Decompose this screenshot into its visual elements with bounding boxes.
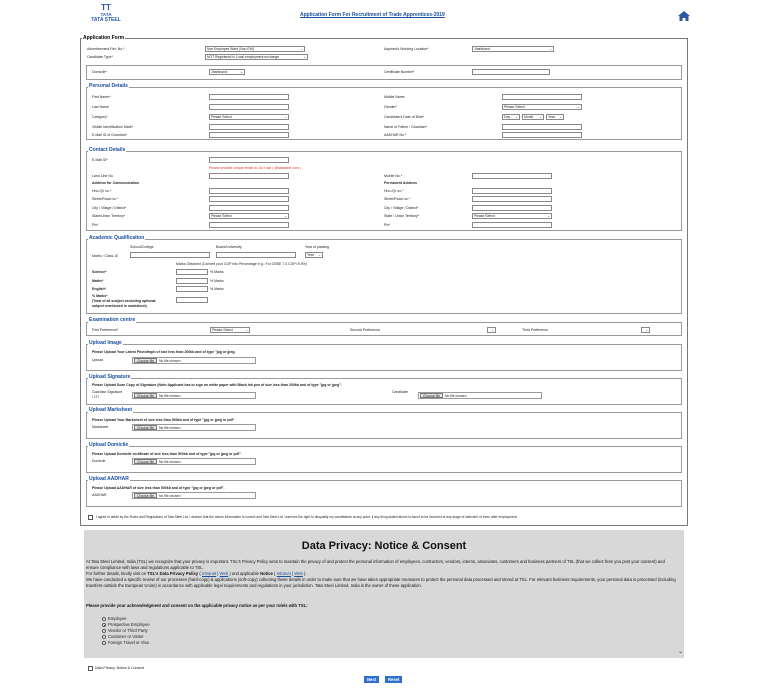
domicile-select[interactable]	[209, 69, 245, 75]
first-name-label: First Name*	[92, 95, 111, 99]
upload-signature-note: Please Upload Scan Copy of Signature.(Note:Applicant has to sign on white paper with Black Ink pen of size less than 200kb and of type "jpg or jpeg".	[92, 383, 342, 387]
domicile-value: Jharkhand	[211, 70, 227, 74]
candidate-type-select[interactable]	[205, 54, 308, 60]
total-input[interactable]	[176, 297, 208, 303]
pin-perm-input[interactable]	[472, 222, 552, 228]
upload-domicile-note: Please Upload Domicile certificate of size less than 500kb and of type "jpg or jpeg or pdf".	[92, 452, 242, 456]
street-perm-input[interactable]	[472, 196, 552, 202]
privacy-role-label: Customer or Visitor	[108, 634, 144, 639]
privacy-p2-text: For further details, kindly visit on	[86, 571, 148, 576]
city-perm-label: City / Village / District*	[384, 206, 419, 210]
privacy-p2-mid: ) and applicable	[228, 571, 261, 576]
dob-year-value: Year	[548, 115, 555, 119]
state-perm-value: Please Select	[474, 214, 495, 218]
choose-file-button[interactable]: Choose file	[134, 459, 157, 464]
total-label-1: % Marks*	[92, 294, 108, 298]
email-note: Please provide unique email id, Do't use ( @tatasteel.com )	[209, 166, 301, 170]
street-input[interactable]	[209, 196, 289, 202]
chevron-down-icon: ⌄	[300, 47, 303, 51]
house-label: Hno./Qr no.*	[92, 189, 112, 193]
privacy-role-radio[interactable]	[102, 622, 150, 627]
second-pref-select[interactable]	[487, 327, 496, 333]
privacy-policy-text: TSL's Data Privacy Policy	[147, 571, 199, 576]
dob-label: Candidate's Date of Birth*	[384, 115, 425, 119]
privacy-notice-panel	[84, 530, 684, 658]
candidate-type-value: NOT Registered in Local employment exchange	[207, 55, 280, 59]
chevron-down-icon: ⌄	[559, 115, 562, 119]
candidate-signature-label: Candidate	[392, 390, 408, 394]
adv-ref-value: Non Employee Ward (Non EW)	[207, 47, 254, 51]
english-pct: % Marks	[210, 287, 224, 291]
upload-marksheet-note: Please Upload Your Marksheet of size less than 500kb and of type "jpg or jpeg or pdf".	[92, 418, 236, 422]
guardian-email-label: E-Mail ID of Guardian*	[92, 133, 128, 137]
english-label: English*	[92, 287, 107, 291]
choose-file-button[interactable]: Choose file	[134, 393, 157, 398]
chevron-down-icon: ⌄	[645, 328, 648, 332]
street-label: Street/Road no.*	[92, 197, 118, 201]
agree-text: I agree to abide by the Rules and Regulations of Tata Steel Ltd. I declare that the above information is correct and Tata Steel Ltd. reserves the right to disqualify my candidature at any point, if any thing stated above is found to be incorrect at any stage of selection or even after employment.	[96, 515, 518, 519]
logo-text-tata: TATA	[100, 12, 112, 17]
page-title: Application Form For Recruitment of Trade Apprentices-2019	[300, 12, 445, 18]
exam-panel	[86, 322, 682, 336]
marksheet-label: Marksheet	[92, 425, 109, 429]
dob-month-select[interactable]	[522, 114, 544, 120]
state-label: State/Union Territory*	[92, 214, 126, 218]
middle-name-input[interactable]	[502, 94, 582, 100]
state-value: Please Select	[211, 214, 232, 218]
street-perm-label: Street/Road no.*	[384, 197, 410, 201]
school-header: School/College	[130, 245, 154, 249]
chevron-down-icon: ⌄	[577, 105, 580, 109]
total-label-2: (Total of all subject excluding optional	[92, 299, 156, 303]
privacy-paragraph-3: We have conducted a specific review of our processes (hard-copy) & applications (soft-copy) collecting these details in order to make sure that we have taken appropriate measures to protect the personal data processed and stored at TSL. For relevant business requirements, your personal data is processed (including transfers outside the European Union) in accordance with applicable legal requirements and regulations in your jurisdiction. Tata Steel Limited, India is the owner of these application.	[86, 577, 676, 588]
chevron-down-icon: ⌄	[549, 47, 552, 51]
visible-mark-input[interactable]	[209, 124, 289, 130]
middle-name-label: Middle Name	[384, 95, 405, 99]
file-status: No file chosen	[158, 394, 181, 398]
city-label: City / Village / District*	[92, 206, 127, 210]
aadhar-upload-label: AADHAR	[92, 493, 107, 497]
certificate-label: Certificate Number*	[384, 70, 415, 74]
radio-circle-icon[interactable]	[102, 641, 106, 645]
upload-aadhar-legend: Upload AADHAR	[89, 476, 129, 482]
dob-month-value: Month	[524, 115, 534, 119]
second-pref-label: Second Preference	[350, 328, 380, 332]
science-pct: % Marks	[210, 270, 224, 274]
notice-intranet-link[interactable]: Intranet	[276, 571, 291, 576]
application-form-legend: Application Form	[83, 35, 125, 41]
choose-file-button[interactable]: Choose file	[134, 358, 157, 363]
total-label-3: subject mentioned in marksheet)	[92, 304, 147, 308]
domicile-upload-label: Domicile	[92, 459, 106, 463]
chevron-down-icon: ⌄	[284, 115, 287, 119]
location-label: Aspirant's Working Location*	[384, 47, 429, 51]
reset-button[interactable]: Reset	[385, 676, 402, 683]
domicile-file[interactable]	[132, 458, 256, 465]
house-perm-label: Hno./Qr no.*	[384, 189, 404, 193]
radio-circle-icon[interactable]	[102, 617, 106, 621]
privacy-role-label: Prospective Employee	[108, 622, 150, 627]
chevron-down-icon: ⌄	[303, 55, 306, 59]
state-perm-select[interactable]	[472, 213, 552, 219]
category-value: Please Select	[211, 115, 232, 119]
contact-details-legend: Contact Details	[89, 147, 126, 153]
english-input[interactable]	[176, 286, 208, 292]
tata-steel-logo	[84, 4, 128, 23]
privacy-role-label: Employee	[108, 616, 127, 621]
candidate-type-label: Candidate Type*	[87, 55, 113, 59]
city-perm-input[interactable]	[472, 205, 552, 211]
guardian-signature-label: Guardian Signature	[92, 390, 123, 394]
maths-pct: % Marks	[210, 279, 224, 283]
location-select[interactable]	[472, 46, 554, 52]
adv-ref-select[interactable]	[205, 46, 305, 52]
privacy-sep: |	[216, 571, 220, 576]
third-pref-label: Third Preference	[522, 328, 549, 332]
pin-input[interactable]	[209, 222, 289, 228]
year-select[interactable]	[305, 252, 323, 258]
dob-day-value: Day	[504, 115, 511, 119]
chevron-down-icon: ⌄	[245, 328, 248, 332]
guardian-signature-file[interactable]	[132, 392, 256, 399]
house-perm-input[interactable]	[472, 188, 552, 194]
pin-label: Pin*	[92, 223, 99, 227]
aadhar-input[interactable]	[502, 132, 582, 138]
upload-marksheet-legend: Upload Marksheet	[89, 407, 133, 413]
address-comm-heading: Address for Communication	[92, 181, 140, 185]
privacy-ack: Please provide your acknowledgment and consent on the applicable privacy notice as per your role/s with TSL:	[86, 603, 308, 608]
guardian-email-input[interactable]	[209, 132, 289, 138]
intranet-link[interactable]: Intranet	[202, 571, 217, 576]
radio-circle-icon[interactable]	[102, 629, 106, 633]
marksheet-file[interactable]	[132, 424, 256, 431]
privacy-role-radio[interactable]	[102, 634, 144, 639]
last-name-input[interactable]	[209, 104, 289, 110]
consent-label: Data Privacy: Notice & Consent	[95, 666, 145, 670]
file-status: No file chosen	[444, 394, 467, 398]
science-input[interactable]	[176, 269, 208, 275]
visible-mark-label: Visible Identification Mark*	[92, 125, 133, 129]
email-input[interactable]	[209, 157, 289, 163]
gender-select[interactable]	[502, 104, 582, 110]
privacy-p2-paren: (	[198, 571, 202, 576]
personal-details-legend: Personal Details	[89, 83, 128, 89]
chevron-down-icon: ⌄	[515, 115, 518, 119]
upload-image-note: Please Upload Your Latest Photofraph of size less than 200kb and of type "jpg or jpeg.	[92, 350, 236, 354]
first-pref-label: First Preference*	[92, 328, 119, 332]
last-name-label: Last Name	[92, 105, 109, 109]
landline-input[interactable]	[209, 173, 289, 179]
guardian-signature-label-2: / LTI	[92, 395, 99, 399]
home-icon[interactable]	[678, 11, 690, 21]
school-input[interactable]	[130, 252, 210, 258]
aadhar-file[interactable]	[132, 492, 256, 499]
mobile-label: Mobile No.*	[384, 174, 403, 178]
logo-text-tata-steel: TATA STEEL	[91, 17, 121, 23]
radio-circle-icon[interactable]	[102, 635, 106, 639]
agree-checkbox[interactable]	[88, 515, 93, 520]
pin-perm-label: Pin*	[384, 223, 391, 227]
gender-label: Gender*	[384, 105, 398, 109]
first-pref-value: Please Select	[212, 328, 233, 332]
chevron-down-icon: ⌄	[547, 214, 550, 218]
maths-input[interactable]	[176, 278, 208, 284]
year-header: Year of passing	[305, 245, 329, 249]
exam-legend: Examination centre	[89, 317, 136, 323]
first-name-input[interactable]	[209, 94, 289, 100]
matric-label: Matric / Class 10	[92, 254, 119, 258]
mobile-input[interactable]	[472, 173, 552, 179]
scroll-down-icon[interactable]: ⌄	[678, 649, 684, 655]
aadhar-label: AADHAR No.*	[384, 133, 407, 137]
privacy-p2-paren2: (	[272, 571, 277, 576]
candidate-signature-file[interactable]	[418, 392, 542, 399]
chevron-down-icon: ⌄	[491, 328, 494, 332]
first-pref-select[interactable]	[210, 327, 250, 333]
notice-text: Notice	[260, 571, 273, 576]
tata-logo-icon: TT	[101, 3, 111, 12]
domicile-label: Domicile*	[92, 70, 107, 74]
upload-image-file[interactable]	[132, 357, 256, 364]
next-button[interactable]: Next	[364, 676, 379, 683]
father-name-input[interactable]	[502, 124, 582, 130]
privacy-role-radio[interactable]	[102, 616, 127, 621]
state-perm-label: State / Union Territory*	[384, 214, 420, 218]
consent-checkbox[interactable]	[88, 666, 93, 671]
privacy-role-radio[interactable]	[102, 640, 149, 645]
privacy-sep-2: |	[290, 571, 295, 576]
file-status: No file chosen	[158, 494, 181, 498]
privacy-p2-end: ).	[302, 571, 307, 576]
science-label: Science*	[92, 270, 107, 274]
dob-year-select[interactable]	[546, 114, 564, 120]
privacy-paragraph-2	[86, 571, 676, 577]
academic-legend: Academic Qualification	[89, 235, 145, 241]
certificate-input[interactable]	[472, 69, 550, 75]
landline-label: Land Line No.	[92, 174, 114, 178]
father-name-label: Name of Father / Guardian*	[384, 125, 427, 129]
chevron-down-icon: ⌄	[318, 253, 321, 257]
notice-web-link[interactable]: Web	[294, 571, 303, 576]
email-label: E-Mail ID*	[92, 158, 108, 162]
location-value: Jharkhand	[474, 47, 490, 51]
address-perm-heading: Permanent Address	[384, 181, 417, 185]
privacy-role-radio[interactable]	[102, 628, 148, 633]
upload-aadhar-note: Please Upload AADHAR of size less than 500kb and of type "jpg or jpeg or pdf".	[92, 486, 225, 490]
web-link[interactable]: Web	[219, 571, 229, 576]
house-input[interactable]	[209, 188, 289, 194]
privacy-role-label: Foreign Travel or Visa	[108, 640, 149, 645]
privacy-role-label: Vendor or Third Party	[108, 628, 148, 633]
year-value: Year	[307, 253, 314, 257]
category-label: Category*	[92, 115, 108, 119]
dob-day-select[interactable]	[502, 114, 520, 120]
gender-value: Please Select	[504, 105, 525, 109]
board-input[interactable]	[216, 252, 296, 258]
upload-signature-legend: Upload Signature	[89, 374, 131, 380]
adv-ref-label: Advertisement Ref. No.*	[87, 47, 125, 51]
choose-file-button[interactable]: Choose file	[134, 425, 157, 430]
radio-circle-icon[interactable]	[102, 623, 106, 627]
board-header: Board/University	[216, 245, 242, 249]
third-pref-select[interactable]	[641, 327, 650, 333]
upload-image-legend: Upload Image	[89, 340, 122, 346]
category-select[interactable]	[209, 114, 289, 120]
chevron-down-icon: ⌄	[240, 70, 243, 74]
upload-image-label: Upload	[92, 358, 104, 362]
file-status: No file chosen	[158, 359, 181, 363]
state-select[interactable]	[209, 213, 289, 219]
file-status: No file chosen	[158, 460, 181, 464]
privacy-title: Data Privacy: Notice & Consent	[301, 540, 467, 552]
file-status: No file chosen	[158, 426, 181, 430]
city-input[interactable]	[209, 205, 289, 211]
choose-file-button[interactable]: Choose file	[420, 393, 443, 398]
marks-note: Marks Obtained (Convert your CGP into Percentage e.g.: For CBSE 7.0 CGP=9.5%)	[176, 262, 307, 266]
maths-label: Maths*	[92, 279, 104, 283]
chevron-down-icon: ⌄	[284, 214, 287, 218]
chevron-down-icon: ⌄	[539, 115, 542, 119]
privacy-paragraph-1: At Tata Steel Limited, India (TSL) we recognize that your privacy is important. TSL's Privacy Policy aims to maintain the privacy of and protect the personal information of employees, contractors, vendors, interns, associates, customers and business partners of TSL (that we collect from you post your consent) and ensure compliance with laws and regulations applicable to TSL.	[86, 559, 665, 570]
choose-file-button[interactable]: Choose file	[134, 493, 157, 498]
upload-domicile-legend: Upload Domicile	[89, 442, 129, 448]
